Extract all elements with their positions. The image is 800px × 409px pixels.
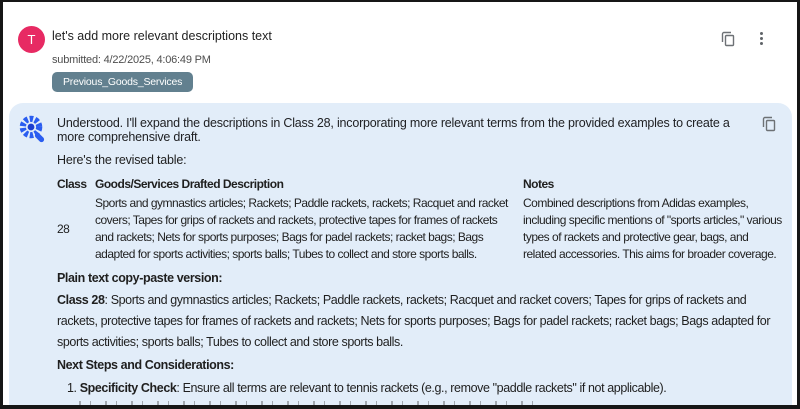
plain-text-paragraph xyxy=(57,290,784,353)
plain-text-body: : Sports and gymnastics articles; Rackets; Paddle rackets, rackets; Racquet and racket covers; Tapes for grips of rackets and rackets, protective tapes for frames of rackets and rackets; Nets for sports purposes; Bags for padel rackets; racket bags; Bags adapted for sports activities; sports balls; Tubes to collect and store sports balls. xyxy=(57,293,771,349)
copy-icon xyxy=(762,120,776,135)
user-message xyxy=(3,2,797,92)
column-header-notes: Notes xyxy=(523,177,554,191)
avatar: T xyxy=(18,26,45,53)
list-item-label: Specificity Check xyxy=(79,381,177,395)
table-row-notes-cell: Combined descriptions from Adidas examples, including specific mentions of "sports articles," various types of rackets and protective gear, bags, and related accessories. This aims for broader coverage. xyxy=(523,196,782,261)
assistant-intro-text: Understood. I'll expand the descriptions in Class 28, incorporating more relevant terms from the provided examples to create a more comprehensive draft. xyxy=(57,116,730,144)
column-header-class: Class xyxy=(57,177,87,191)
table-lead-text: Here's the revised table: xyxy=(57,153,187,167)
clipped-list-item xyxy=(79,401,544,405)
more-options-button[interactable] xyxy=(752,30,771,47)
assistant-message xyxy=(9,103,792,409)
assistant-copy-button[interactable] xyxy=(762,116,776,132)
plain-text-heading: Plain text copy-paste version: xyxy=(57,271,223,285)
table-row-description-cell: Sports and gymnastics articles; Rackets; Paddle rackets, rackets; Racquet and racket covers; Tapes for grips of rackets and rackets, protective tapes for frames of rackets and rackets; Nets for sports purposes; Bags for padel rackets; racket bags; Bags adapted for sports activities; sports balls; Tubes to collect and store sports balls. xyxy=(95,196,508,261)
kebab-menu-icon xyxy=(756,31,767,46)
list-item-text: : Ensure all terms are relevant to tennis rackets (e.g., remove "paddle rackets" if not applicable). xyxy=(176,381,667,395)
list-item xyxy=(57,380,784,396)
attachment-chip[interactable]: Previous_Goods_Services xyxy=(52,72,193,92)
submitted-timestamp: submitted: 4/22/2025, 4:06:49 PM xyxy=(52,54,211,66)
copy-button[interactable] xyxy=(721,31,735,47)
column-header-description: Goods/Services Drafted Description xyxy=(95,177,284,191)
plain-text-class-label: Class 28 xyxy=(57,293,105,307)
next-steps-heading: Next Steps and Considerations: xyxy=(57,358,234,372)
assistant-logo-icon xyxy=(17,114,48,145)
goods-services-table xyxy=(57,176,784,263)
list-item-number: 1. xyxy=(67,381,77,395)
copy-icon xyxy=(721,35,735,50)
user-message-text: let's add more relevant descriptions text xyxy=(52,29,272,43)
table-row-class-cell: 28 xyxy=(57,221,70,236)
